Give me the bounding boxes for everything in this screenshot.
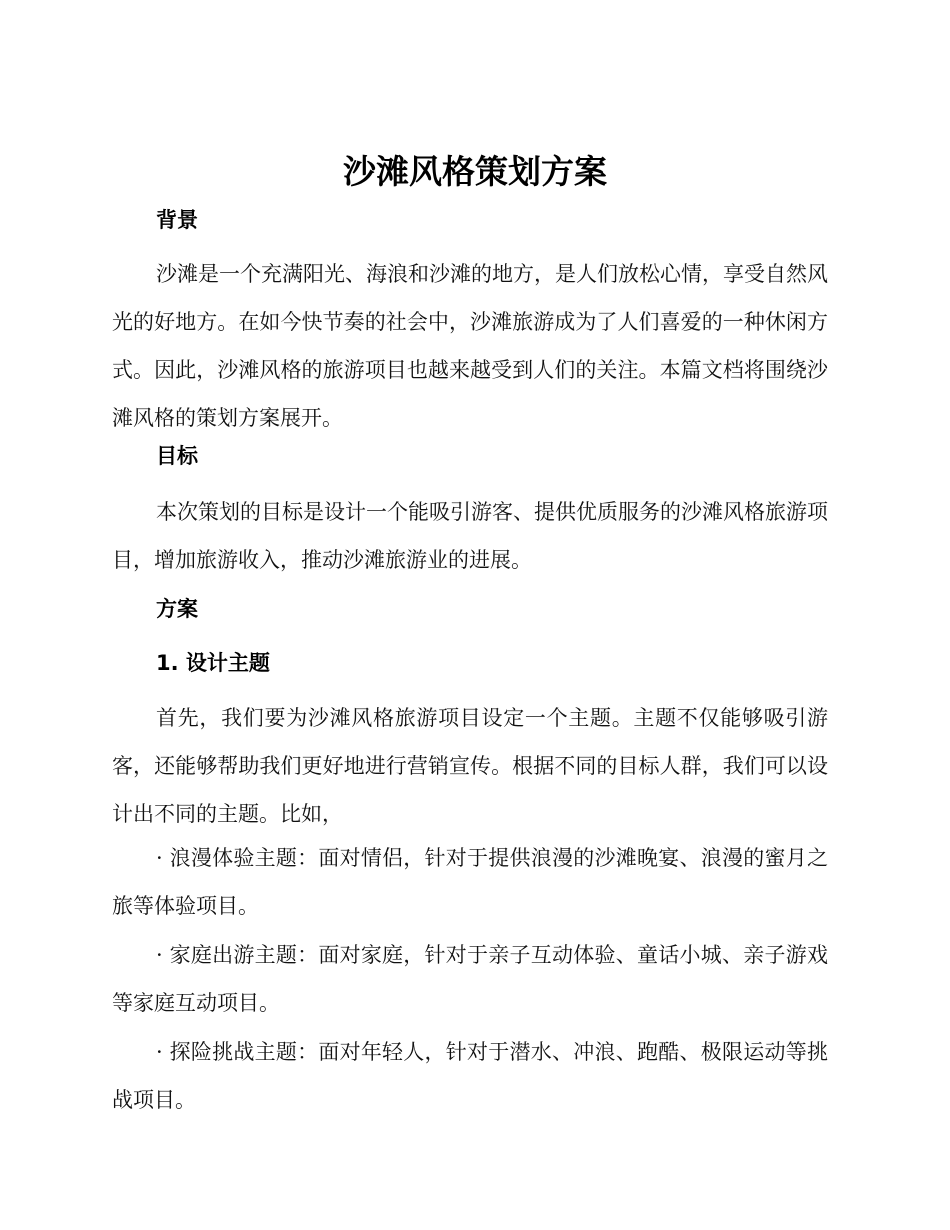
document-title: 沙滩风格策划方案 xyxy=(343,152,607,191)
subsection-heading-theme: 1. 设计主题 xyxy=(156,651,270,675)
bullet-item-romance: · 浪漫体验主题：面对情侣，针对于提供浪漫的沙滩晚宴、浪漫的蜜月之旅等体验项目。 xyxy=(112,846,828,918)
section-heading-plan: 方案 xyxy=(156,597,198,621)
background-paragraph: 沙滩是一个充满阳光、海浪和沙滩的地方，是人们放松心情，享受自然风光的好地方。在如今快节奏的社会中，沙滩旅游成为了人们喜爱的一种休闲方式。因此，沙滩风格的旅游项目也越来越受到人们的关注。本篇文档将围绕沙滩风格的策划方案展开。 xyxy=(112,262,828,430)
bullet-item-adventure: · 探险挑战主题：面对年轻人，针对于潜水、冲浪、跑酷、极限运动等挑战项目。 xyxy=(112,1040,828,1112)
goal-paragraph: 本次策划的目标是设计一个能吸引游客、提供优质服务的沙滩风格旅游项目，增加旅游收入，推动沙滩旅游业的进展。 xyxy=(112,500,828,572)
theme-paragraph: 首先，我们要为沙滩风格旅游项目设定一个主题。主题不仅能够吸引游客，还能够帮助我们更好地进行营销宣传。根据不同的目标人群，我们可以设计出不同的主题。比如， xyxy=(112,706,828,826)
section-heading-goal: 目标 xyxy=(156,444,198,468)
section-heading-background: 背景 xyxy=(156,208,198,232)
bullet-item-family: · 家庭出游主题：面对家庭，针对于亲子互动体验、童话小城、亲子游戏等家庭互动项目。 xyxy=(112,943,828,1015)
